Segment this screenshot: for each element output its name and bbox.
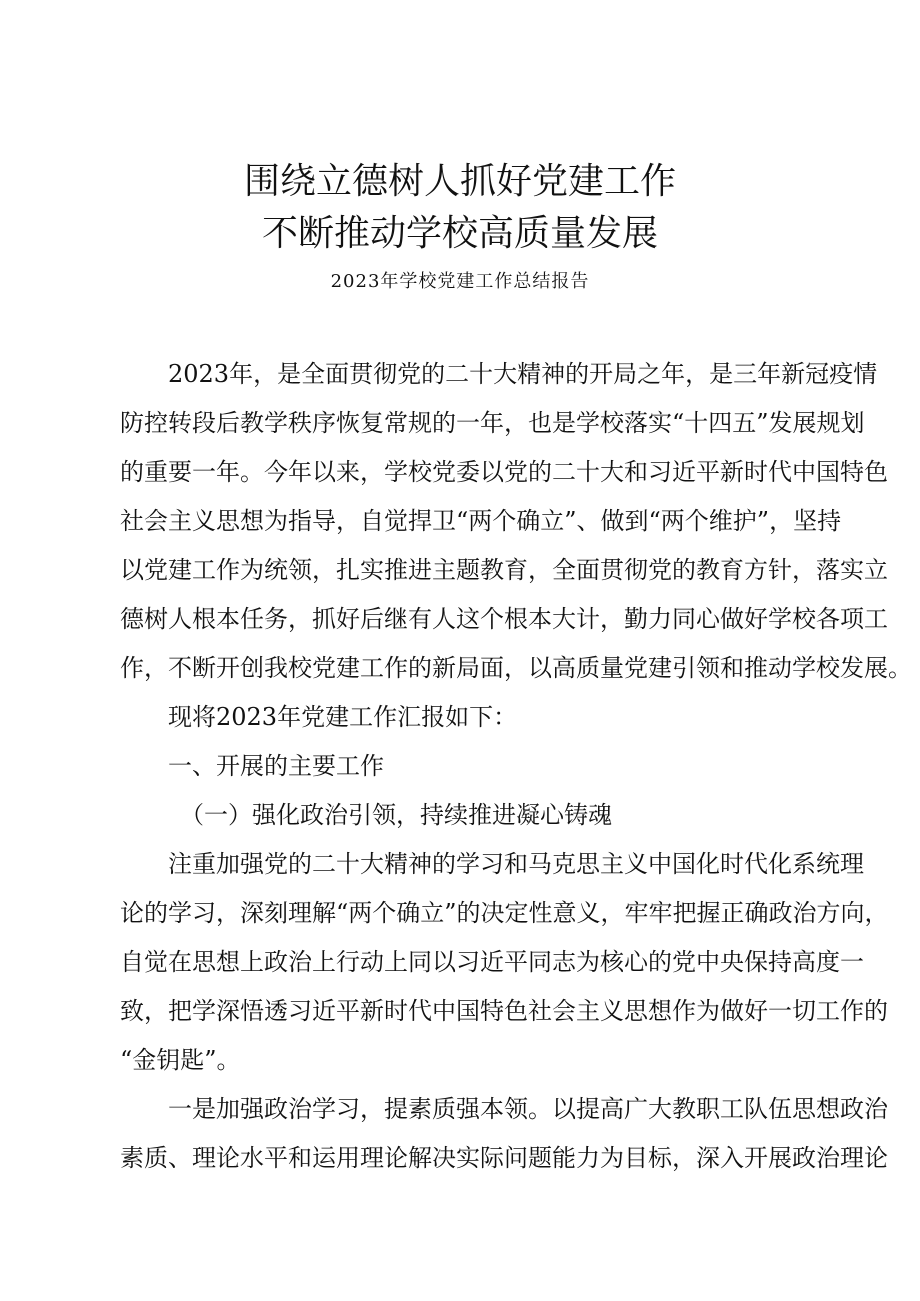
paragraph-3-line: 自觉在思想上政治上行动上同以习近平同志为核心的党中央保持高度一 — [120, 948, 864, 976]
section-heading: 一、开展的主要工作 — [168, 752, 384, 780]
paragraph-4-line: 一是加强政治学习，提素质强本领。以提高广大教职工队伍思想政治 — [168, 1095, 888, 1123]
paragraph-3-line: “金钥匙”。 — [120, 1046, 241, 1074]
paragraph-1-line: 的重要一年。今年以来，学校党委以党的二十大和习近平新时代中国特色 — [120, 458, 888, 486]
paragraph-1-line: 社会主义思想为指导，自觉捍卫“两个确立”、做到“两个维护”，坚持 — [120, 507, 842, 535]
paragraph-1-line: 德树人根本任务，抓好后继有人这个根本大计，勤力同心做好学校各项工 — [120, 605, 888, 633]
subsection-heading: （一）强化政治引领，持续推进凝心铸魂 — [180, 801, 612, 829]
paragraph-3-line: 注重加强党的二十大精神的学习和马克思主义中国化时代化系统理 — [168, 850, 864, 878]
document-title-line-1: 围绕立德树人抓好党建工作 — [243, 161, 676, 202]
paragraph-4-line: 素质、理论水平和运用理论解决实际问题能力为目标，深入开展政治理论 — [120, 1144, 888, 1172]
paragraph-2: 现将2023年党建工作汇报如下： — [168, 703, 518, 731]
paragraph-3-line: 致，把学深悟透习近平新时代中国特色社会主义思想作为做好一切工作的 — [120, 997, 888, 1025]
paragraph-3-line: 论的学习，深刻理解“两个确立”的决定性意义，牢牢把握正确政治方向， — [120, 899, 889, 927]
document-subtitle: 2023年学校党建工作总结报告 — [330, 271, 590, 292]
paragraph-1-line: 2023年，是全面贯彻党的二十大精神的开局之年，是三年新冠疫情 — [168, 360, 878, 388]
paragraph-1-line: 防控转段后教学秩序恢复常规的一年，也是学校落实“十四五”发展规划 — [120, 409, 865, 437]
paragraph-1-line: 作，不断开创我校党建工作的新局面，以高质量党建引领和推动学校发展。 — [120, 654, 912, 682]
document-title-line-2: 不断推动学校高质量发展 — [261, 213, 658, 254]
paragraph-1-line: 以党建工作为统领，扎实推进主题教育，全面贯彻党的教育方针，落实立 — [120, 556, 888, 584]
